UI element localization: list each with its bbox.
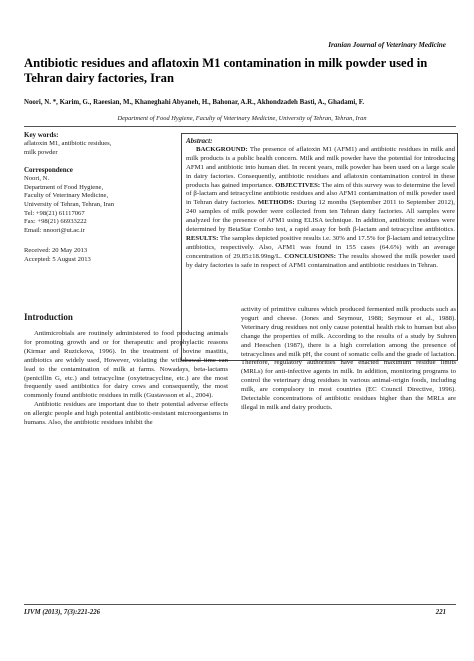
journal-citation: IJVM (2013), 7(3):221-226 [24, 609, 101, 616]
objectives-text: The aim of this survey was to determine the level of β-lactam and tetracycline antibiotic residues and also AFM1 contamination of milk powder used in Tehran dairy factories. [186, 181, 455, 207]
page-number: 221 [435, 609, 446, 616]
correspondence-heading: Correspondence [24, 166, 73, 175]
received-date: Received: 20 May 2013 [24, 247, 88, 255]
accepted-date: Accepted: 5 August 2013 [24, 255, 91, 263]
methods-text: During 12 months (September 2011 to September 2012), 240 samples of milk powder were collected from ten Tehran dairy factories. All samples were analyzed for the presence of AFM1 using ELISA technique. In addition, antibiotic residues were determined by BetaStar Combo test, a rapid assay for both β-lactam and tetracycline antibiotics. [186, 199, 455, 234]
author-list: Noori, N. *, Karim, G., Raeesian, M., Khaneghahi Abyaneh, H., Bahonar, A.R., Akhondzadeh Basti, A., Ghadami, F. [24, 99, 365, 106]
correspondence-line: University of Tehran, Tehran, Iran [24, 200, 115, 208]
results-text: The samples depicted positive results i.e. 30% and 17.5% for β-lactam and tetracycline antibiotics, respectively. Also, AFM1 was found in 155 cases (64.6%) with an average concentration of 29.85±18.99ng/L. [186, 234, 455, 260]
correspondence-line: Faculty of Veterinary Medicine, [24, 192, 109, 200]
abstract-heading: Abstract: [186, 137, 213, 145]
paragraph: Antimicrobials are routinely administered to food producing animals for promoting growth and or for therapeutic and prophylactic reasons (Kirmar and Ruzickova, 1996). In the treatment of bovine mastitis, antibiotics are widely used, However, violating the withdrawal time can lead to the contamination of milk at farms. Nowadays, beta-lactams (penicillin G, etc.) and tetracycline (oxytetracycline, etc.) are the most frequently used antibiotics for dairy cows and consequently, the most commonly found antibiotic residues in milk (Gustavsson et al., 2004). [24, 330, 228, 400]
results-label: RESULTS: [186, 234, 219, 242]
keywords-line: milk powder [24, 148, 58, 156]
conclusions-text: The results showed the milk powder used by dairy factories is safe in respect of AFM1 contamination and antibiotic residues in Tehran. [186, 252, 456, 269]
conclusions-label: CONCLUSIONS: [284, 252, 336, 260]
paragraph: Antibiotic residues are important due to their potential adverse effects on allergic people and high potential antibiotic-resistant microorganisms in humans. Also, the antibiotic residues inhibit the [24, 401, 228, 427]
background-label: BACKGROUND: [196, 145, 248, 153]
abstract [186, 137, 455, 271]
correspondence-line: Fax: +98(21) 66933222 [24, 218, 87, 226]
journal-name: Iranian Journal of Veterinary Medicine [328, 41, 446, 49]
correspondence-line: Noori, N. [24, 175, 50, 183]
affiliation: Department of Food Hygiene, Faculty of Veterinary Medicine, University of Tehran, Tehran, Iran [117, 115, 367, 122]
sidebar-info [24, 131, 162, 265]
correspondence-line: Department of Food Hygiene, [24, 183, 104, 191]
footer-divider [24, 604, 456, 605]
methods-label: METHODS: [257, 199, 295, 207]
correspondence-line: Tel: +98(21) 61117067 [24, 209, 85, 217]
correspondence-email: Email: nnoori@ut.ac.ir [24, 226, 85, 234]
body-column-right [241, 306, 456, 413]
keywords-line: aflatoxin M1, antibiotic residues, [24, 140, 112, 147]
body-column-left [24, 330, 228, 428]
header-divider [24, 126, 456, 127]
objectives-label: OBJECTIVES: [275, 181, 321, 189]
article-title: Antibiotic residues and aflatoxin M1 contamination in milk powder used in Tehran dairy factories, Iran [24, 56, 428, 85]
keywords-heading: Key words: [24, 131, 59, 139]
background-text: The presence of aflatoxin M1 (AFM1) and antibiotic residues in milk and milk products is a public health concern. Milk and milk powder have the potential for introducing AFM1 and antibiotic into human diet. In recent years, milk powder has been used on a large scale in dairy factories. Consequently, antibiotic residues and aflatoxin contamination control in these products has gained importance. [186, 145, 455, 189]
introduction-heading: Introduction [24, 312, 73, 322]
paragraph: activity of primitive cultures which produced fermented milk products such as yogurt and cheese. (Jones and Seymour, 1988; Seymour et al., 1988). Veterinary drug residues not only cause potential health risk to human but also change the properties of milk. According to the results of a study by Suhren and Heeschen (1987), there is a high correlation among the presence of tetracyclines and milk pH, the count of somatic cells and the grade of lactation. Therefore, regulatory authorities have enacted maximum residue limits (MRLs) for anti-infective agents in milk. In addition, monitoring programs to control the veterinary drug residues in various animal-origin foods, including milk, are compulsory in most countries (EC Council Directive, 1996). Detectable concentrations of antibiotic residues higher than the MRLs are illegal in milk and dairy products. [241, 306, 456, 411]
